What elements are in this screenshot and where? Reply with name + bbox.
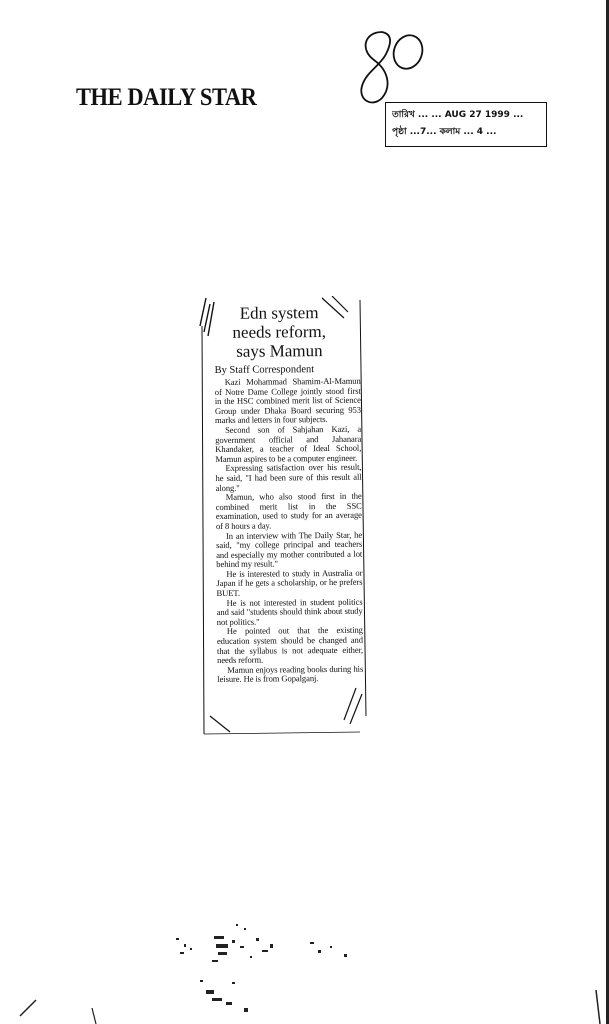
article-byline: By Staff Correspondent (214, 364, 315, 376)
date-stamp-date-line: তারিখ ... ... AUG 27 1999 ... (392, 110, 524, 120)
article-paragraph: He is not interested in student politics and said "students should think about study not politics." (216, 596, 363, 627)
newspaper-masthead: THE DAILY STAR (76, 84, 257, 111)
article-paragraph: He pointed out that the existing education system should be changed and that the syllabus is not adequate either, needs reform. (216, 625, 364, 666)
article-paragraph: He is interested to study in Australia or Japan if he gets a scholarship, or he prefers BUET. (216, 567, 363, 599)
headline-line: needs reform, (232, 322, 327, 342)
scan-noise (0, 920, 609, 1024)
article-paragraph: Expressing satisfaction over his result, he said, "I had been sure of this result all along." (215, 462, 362, 493)
article-paragraph: Second son of Sahjahan Kazi, a government official and Jahanara Khandaker, a teacher of Ideal School, Mamun aspires to be a computer engineer. (215, 423, 362, 464)
article-paragraph: Kazi Mohammad Shamim-Al-Mamun of Notre Dame College jointly stood first in the HSC combined merit list of Science Group under Dhaka Board securing 953 marks and letters in four subjects. (214, 375, 361, 426)
headline-line: Edn system (239, 303, 319, 323)
handwritten-page-number (352, 28, 432, 110)
newspaper-clipping (196, 296, 370, 736)
handwritten-digit-eight (361, 32, 390, 102)
article-paragraph: Mamun, who also stood first in the combined merit list in the SSC examination, used to study for an average of 8 hours a day. (215, 490, 362, 531)
date-stamp-page-line: পৃষ্ঠা ...7... কলাম ... 4 ... (392, 127, 497, 137)
article-paragraph: In an interview with The Daily Star, he said, "my college principal and teachers and especially my mother contributed a lot behind my result." (216, 529, 363, 570)
article-body (214, 303, 363, 685)
article-headline (220, 303, 338, 361)
date-stamp (385, 102, 547, 147)
headline-line: says Mamun (236, 341, 323, 361)
article-paragraph: Mamun enjoys reading books during his leisure. He is from Gopalganj. (217, 663, 364, 685)
handwritten-digit-zero (389, 31, 427, 73)
